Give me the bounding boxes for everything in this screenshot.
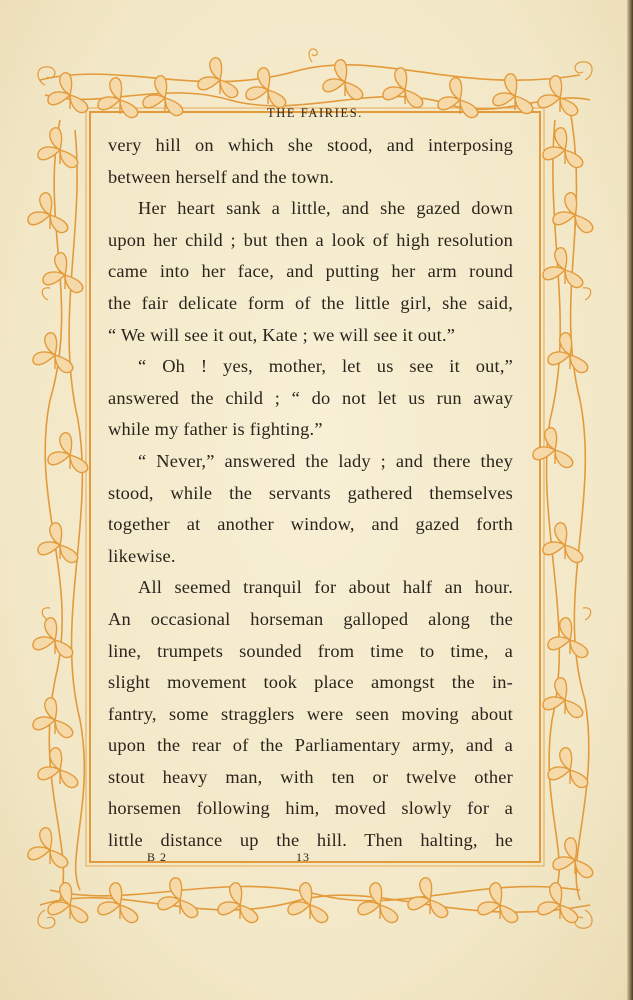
text-line: “ Never,” answered the lady ; and there they [138, 450, 513, 471]
text-line: while my father is fighting.” [108, 419, 323, 440]
text-line: “ Oh ! yes, mother, let us see it out,” [138, 356, 513, 377]
text-line: Her heart sank a little, and she gazed down [138, 198, 513, 219]
running-head: THE FAIRIES. [266, 106, 364, 120]
page-number: 13 [296, 850, 310, 864]
text-line: came into her face, and putting her arm round [108, 261, 513, 282]
text-line: “ We will see it out, Kate ; we will see it out.” [108, 324, 456, 345]
text-line: All seemed tranquil for about half an hour. [138, 577, 513, 598]
text-line: upon the rear of the Parliamentary army, and a [108, 735, 513, 756]
text-line: the fair delicate form of the little girl, she said, [108, 292, 513, 313]
text-line: answered the child ; “ do not let us run away [108, 387, 513, 408]
text-line: horsemen following him, moved slowly for a [108, 798, 513, 819]
text-line: stood, while the servants gathered themselves [108, 482, 513, 503]
text-line: line, trumpets sounded from time to time, a [108, 640, 513, 661]
text-line: An occasional horseman galloped along the [108, 608, 513, 629]
body-text [108, 130, 513, 857]
text-line: stout heavy man, with ten or twelve other [108, 766, 513, 787]
text-line: upon her child ; but then a look of high resolution [108, 229, 513, 250]
text-line: between herself and the town. [108, 166, 334, 187]
text-line: very hill on which she stood, and interposing [108, 135, 513, 155]
text-line: likewise. [108, 545, 176, 566]
text-line: fantry, some stragglers were seen moving about [108, 703, 513, 724]
text-line: together at another window, and gazed forth [108, 514, 513, 535]
page-edge-shadow [627, 0, 633, 1000]
text-line: little distance up the hill. Then halting, he [108, 830, 513, 851]
signature-mark: B 2 [147, 850, 168, 864]
text-line: slight movement took place amongst the in- [108, 672, 513, 693]
